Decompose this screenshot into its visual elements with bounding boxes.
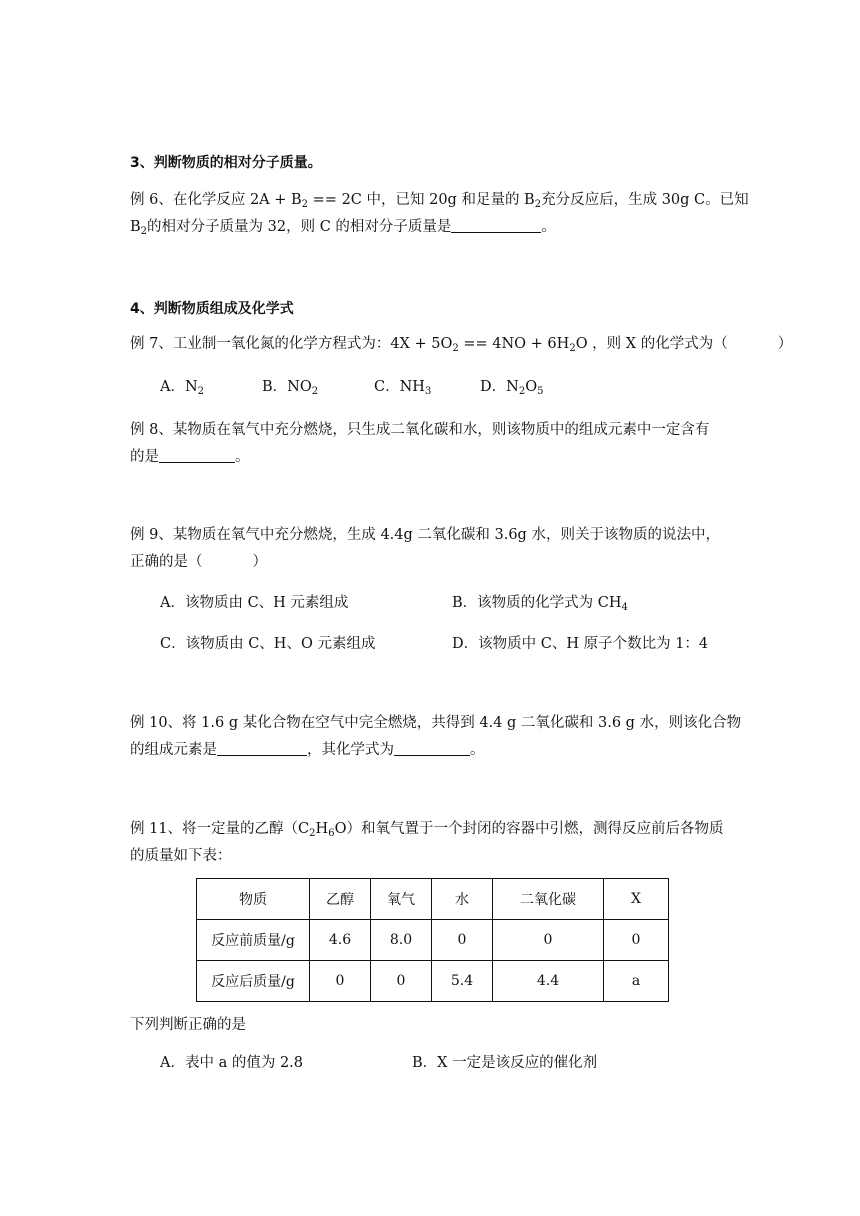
example-10-line-2: 的组成元素是 ，其化学式为 。: [130, 742, 485, 758]
table-header-cell: 水: [432, 879, 493, 920]
example-11-line-2: 的质量如下表：: [130, 848, 232, 864]
table-cell: a: [604, 961, 669, 1002]
table-cell: 0: [493, 920, 604, 961]
table-cell: 4.4: [493, 961, 604, 1002]
section-4-title: 4、判断物质组成及化学式: [130, 301, 294, 317]
table-cell: 5.4: [432, 961, 493, 1002]
table-cell: 0: [371, 961, 432, 1002]
example-11-line-1: 例 11、将一定量的乙醇$(C_2H_6O)$和氧气置于一个封闭的容器中引燃，测得反应前后各物质: [130, 821, 724, 839]
table-cell: 8.0: [371, 920, 432, 961]
table-row: [197, 920, 669, 961]
example-11-judge: 下列判断正确的是: [130, 1017, 246, 1033]
section-3-title: 3、判断物质的相对分子质量。: [130, 155, 322, 171]
example-7-option-d: D．$N_2O_5$: [480, 379, 544, 397]
table-header-cell: 物质: [197, 879, 310, 920]
mass-table: [196, 878, 669, 1002]
example-8-line-1: 例 8、某物质在氧气中充分燃烧，只生成二氧化碳和水，则该物质中的组成元素中一定含有: [130, 422, 710, 438]
answer-blank[interactable]: [451, 218, 541, 233]
example-11-option-b: B．X 一定是该反应的催化剂: [412, 1055, 598, 1071]
table-header-cell: X: [604, 879, 669, 920]
example-6-line-2: $B_2$的相对分子质量为 32，则 C 的相对分子质量是 。: [130, 219, 556, 237]
answer-blank[interactable]: [159, 448, 235, 463]
example-9-line-1: 例 9、某物质在氧气中充分燃烧，生成 4.4g 二氧化碳和 3.6g 水，则关于该物质的说法中，: [130, 527, 720, 543]
table-cell: 0: [432, 920, 493, 961]
table-cell: 0: [604, 920, 669, 961]
table-header-cell: 二氧化碳: [493, 879, 604, 920]
answer-blank[interactable]: [217, 741, 307, 756]
table-cell: 反应前质量/g: [197, 920, 310, 961]
example-9-option-d: D．该物质中 C、H 原子个数比为 1：4: [452, 636, 709, 652]
table-row: [197, 961, 669, 1002]
example-10-line-1: 例 10、将 1.6 g 某化合物在空气中完全燃烧，共得到 4.4 g 二氧化碳和 3.6 g 水，则该化合物: [130, 715, 742, 731]
table-header-cell: 乙醇: [310, 879, 371, 920]
example-7-question: 例 7、工业制一氧化氮的化学方程式为：$4X + 5O_2 == 4NO + 6H_2O$ ，则 X 的化学式为（ ）: [130, 336, 793, 354]
table-header-cell: 氧气: [371, 879, 432, 920]
example-7-option-c: C．$NH_3$: [374, 379, 432, 397]
answer-blank[interactable]: [394, 741, 470, 756]
example-6-line-1: 例 6、在化学反应 $2A + B_2 == 2C$ 中，已知 20g 和足量的 $B_2$充分反应后，生成 30g C。已知: [130, 192, 749, 210]
example-8-line-2: 的是 。: [130, 449, 250, 465]
table-cell: 0: [310, 961, 371, 1002]
example-7-option-b: B．$NO_2$: [262, 379, 319, 397]
example-9-option-a: A．该物质由 C、H 元素组成: [160, 595, 349, 611]
table-header-row: [197, 879, 669, 920]
table-cell: 4.6: [310, 920, 371, 961]
example-7-option-a: A．$N_2$: [160, 379, 205, 397]
table-cell: 反应后质量/g: [197, 961, 310, 1002]
example-9-option-c: C．该物质由 C、H、O 元素组成: [160, 636, 376, 652]
example-11-option-a: A．表中 a 的值为 2.8: [160, 1055, 304, 1071]
example-9-line-2: 正确的是（ ）: [130, 554, 267, 570]
example-9-option-b: B．该物质的化学式为 $CH_4$: [452, 595, 628, 613]
